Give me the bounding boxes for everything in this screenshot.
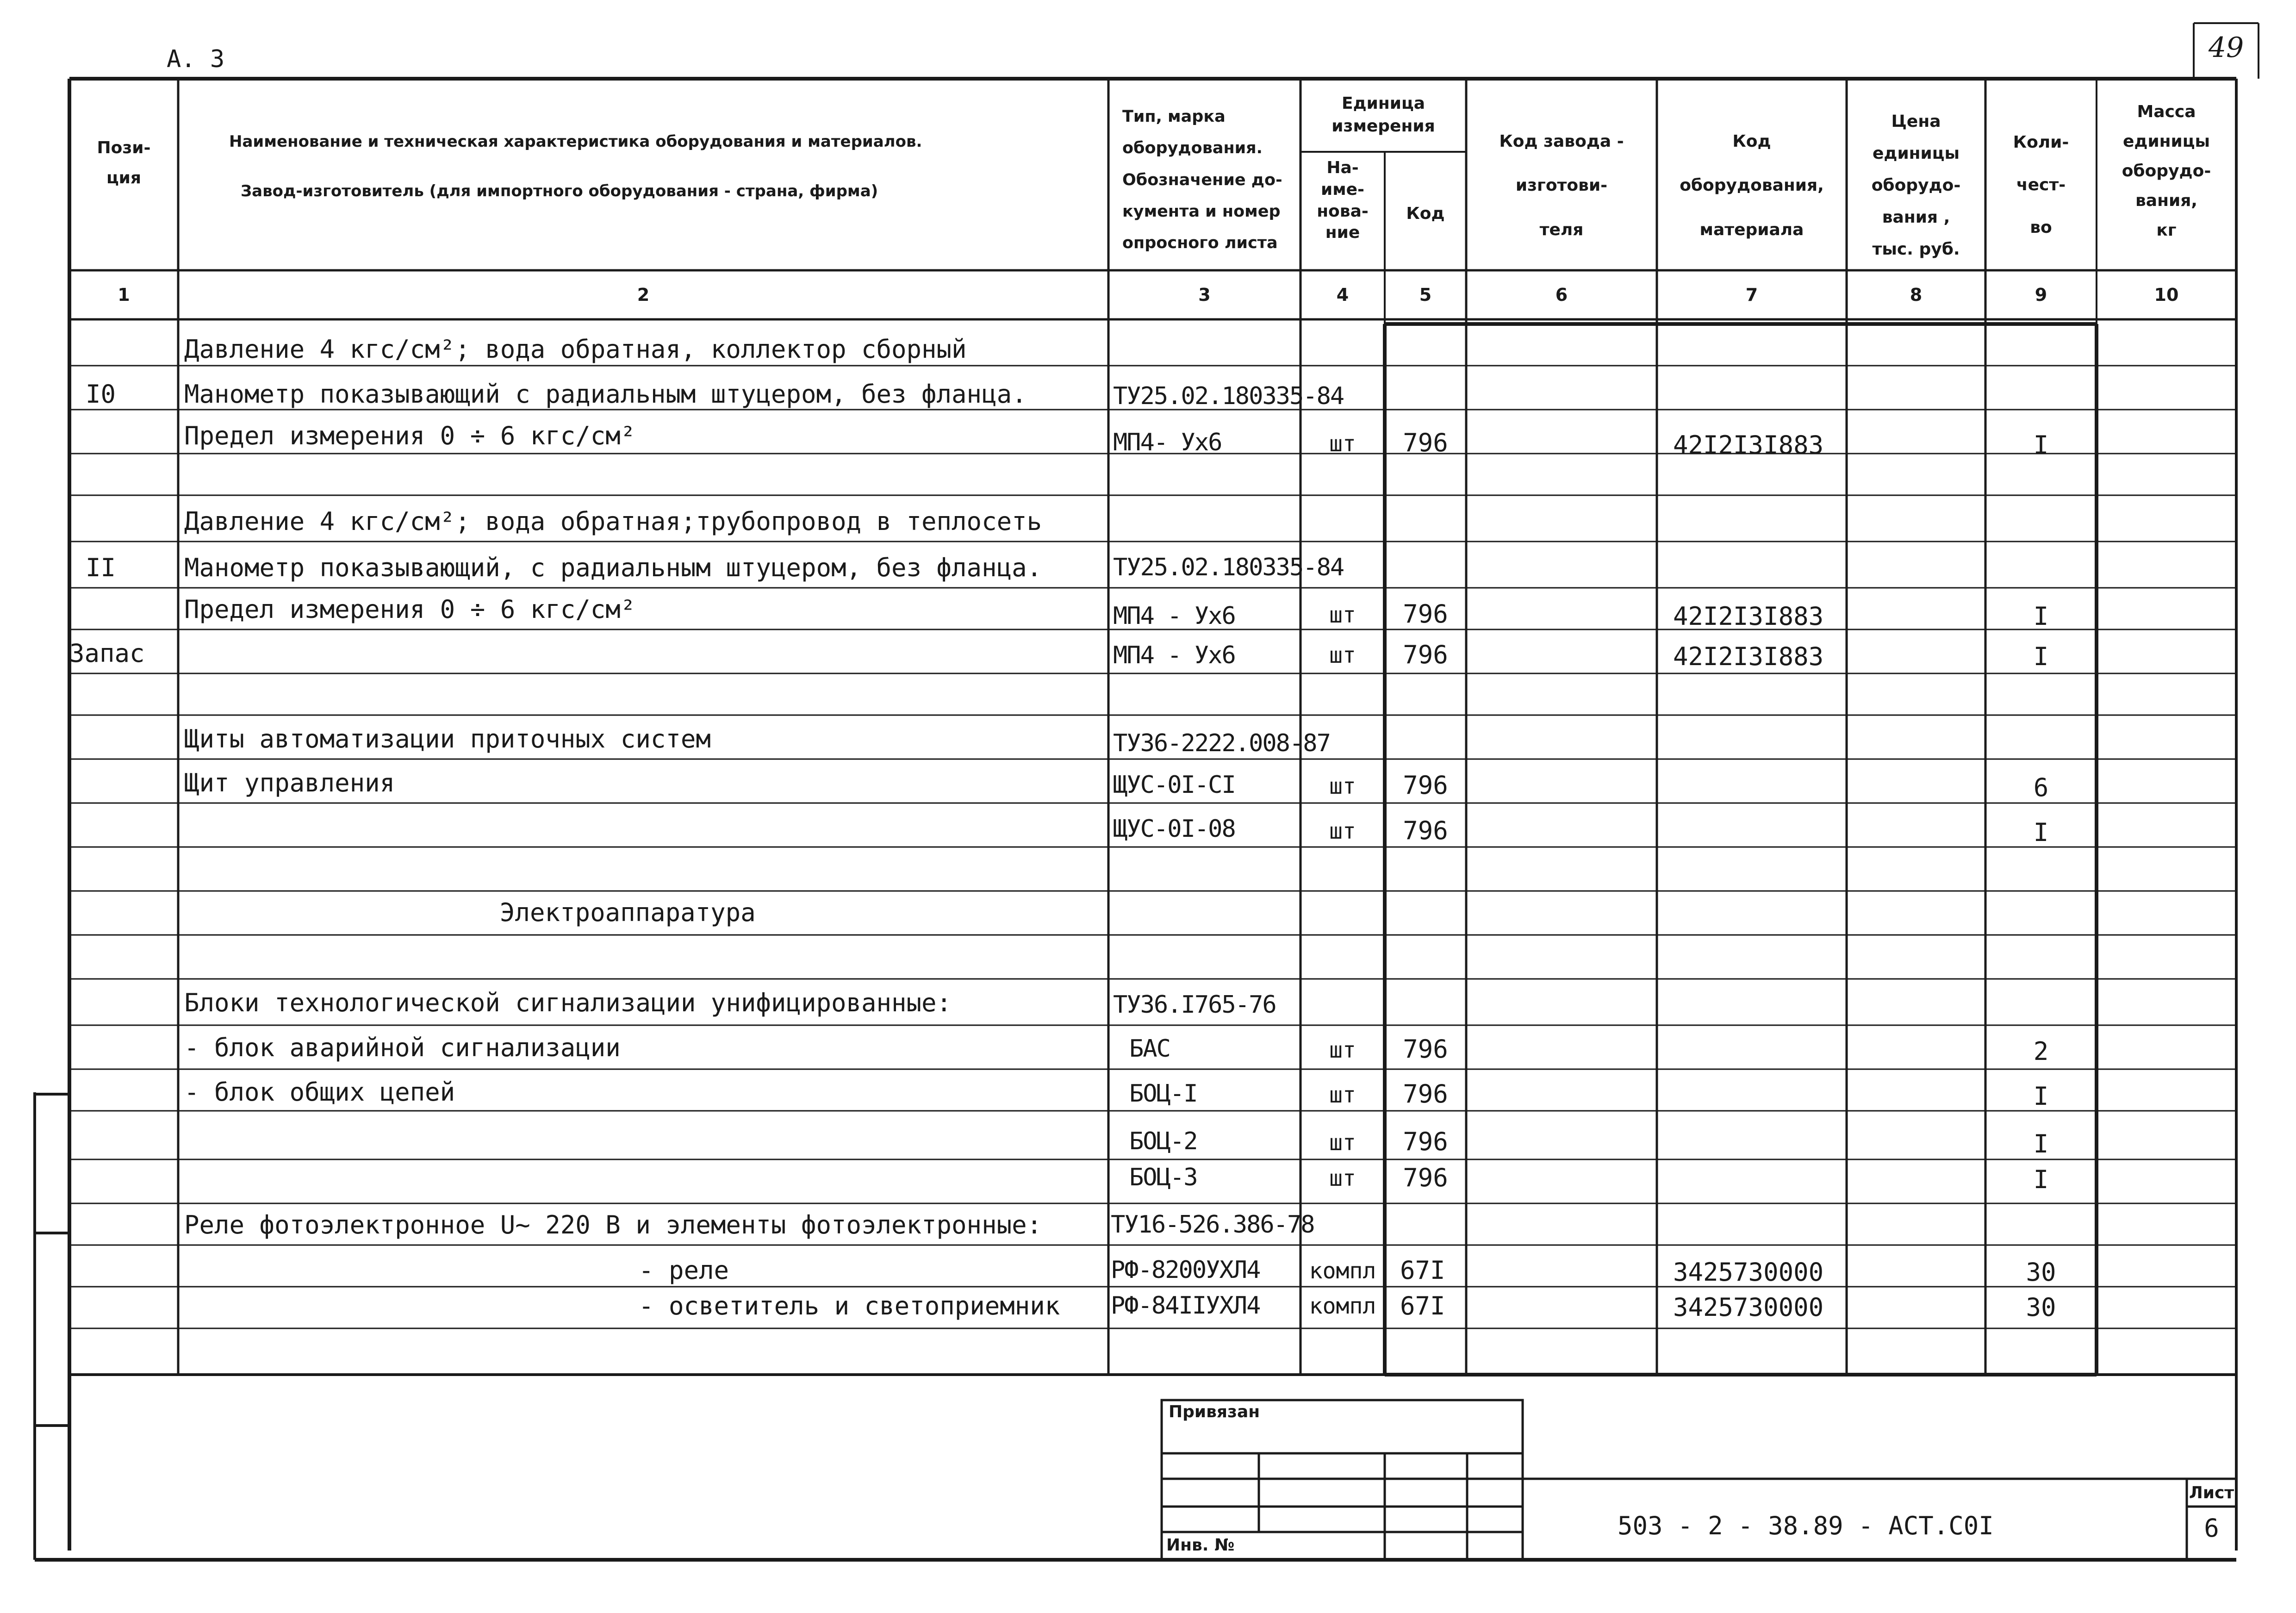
header-position: Пози- ция (97, 138, 151, 187)
row-unit: шт (1329, 1037, 1356, 1063)
row-unit: шт (1329, 773, 1356, 799)
row-type: БОЦ-3 (1129, 1164, 1197, 1191)
row-unit: шт (1329, 1165, 1356, 1191)
row-type: ЩУС-0I-08 (1113, 815, 1235, 843)
row-quantity: 2 (2033, 1037, 2049, 1066)
sheet-label: Лист (2189, 1483, 2234, 1502)
row-type: ЩУС-0I-СI (1113, 771, 1235, 799)
row-name: - блок аварийной сигнализации (184, 1033, 621, 1062)
header-name-line1: Наименование и техническая характеристика оборудования и материалов. (229, 132, 922, 151)
row-position: I0 (86, 380, 116, 409)
row-name: Щит управления (184, 768, 395, 797)
header-unit-code: Код (1406, 204, 1445, 223)
row-material-code: 42I2I3I883 (1673, 642, 1824, 671)
row-type: ТУ36.I765-76 (1113, 991, 1276, 1019)
row-name: - блок общих цепей (184, 1077, 455, 1107)
sheet-number: 6 (2204, 1513, 2219, 1543)
column-number-10: 10 (2154, 285, 2179, 305)
row-position: Запас (69, 639, 145, 668)
header-type: Тип, марка оборудования. Обозначение до- кумента и номер опросного листа (1122, 107, 1282, 252)
row-name: Щиты автоматизации приточных систем (184, 724, 711, 754)
row-name: Манометр показывающий, с радиальным штуцером, без фланца. (184, 553, 1042, 582)
row-type: ТУ25.02.180335-84 (1113, 382, 1344, 410)
row-type: РФ-8200УХЛ4 (1111, 1256, 1260, 1284)
header-unit-name: На- име- нова- ние (1317, 158, 1369, 243)
row-name: Давление 4 кгс/см²; вода обратная, коллектор сборный (184, 335, 967, 364)
row-unit-code: 796 (1403, 428, 1448, 457)
row-type: БОЦ-I (1129, 1080, 1197, 1108)
stamp-inventory-label: Инв. № (1166, 1536, 1235, 1555)
header-material-code: Код оборудования, материала (1680, 132, 1824, 239)
row-type: ТУ36-2222.008-87 (1113, 729, 1330, 757)
row-quantity: 30 (2026, 1293, 2056, 1322)
row-quantity: 6 (2033, 773, 2049, 802)
document-code: 503 - 2 - 38.89 - АСТ.С0I (1618, 1511, 1994, 1540)
row-unit-code: 67I (1400, 1256, 1445, 1285)
row-unit: компл (1309, 1258, 1376, 1284)
row-quantity: I (2033, 818, 2049, 847)
row-name: Манометр показывающий с радиальным штуцером, без фланца. (184, 380, 1027, 409)
row-position: II (86, 553, 116, 582)
row-quantity: I (2033, 1129, 2049, 1158)
column-number-3: 3 (1198, 285, 1211, 305)
header-unit-group: Единица измерения (1332, 94, 1435, 136)
row-unit-code: 796 (1403, 1034, 1448, 1064)
header-quantity: Коли- чест- во (2013, 133, 2069, 237)
row-unit: шт (1329, 1130, 1356, 1156)
row-type: МП4- Ух6 (1113, 429, 1222, 456)
row-unit-code: 796 (1403, 1163, 1448, 1192)
row-name: Предел измерения 0 ÷ 6 кгс/см² (184, 595, 636, 624)
column-number-6: 6 (1555, 285, 1568, 305)
row-unit-code: 796 (1403, 1127, 1448, 1156)
row-unit-code: 796 (1403, 771, 1448, 800)
row-name: Блоки технологической сигнализации унифицированные: (184, 988, 952, 1017)
row-quantity: I (2033, 430, 2049, 460)
column-number-2: 2 (637, 285, 650, 305)
row-quantity: I (2033, 602, 2049, 631)
row-type: ТУ16-526.386-78 (1111, 1211, 1314, 1239)
column-number-1: 1 (118, 285, 130, 305)
row-unit: компл (1309, 1293, 1376, 1319)
row-unit-code: 796 (1403, 640, 1448, 669)
stamp-bound-label: Привязан (1169, 1402, 1260, 1421)
header-name-line2: Завод-изготовитель (для импортного оборудования - страна, фирма) (241, 182, 878, 200)
row-name: Давление 4 кгс/см²; вода обратная;трубопровод в теплосеть (184, 507, 1042, 536)
column-number-8: 8 (1910, 285, 1923, 305)
row-unit-code: 67I (1400, 1291, 1445, 1320)
row-type: РФ-84IIУХЛ4 (1111, 1292, 1260, 1320)
row-type: БАС (1129, 1035, 1170, 1063)
row-type: МП4 - Ух6 (1113, 641, 1235, 669)
row-quantity: I (2033, 1082, 2049, 1111)
row-unit: шт (1329, 1082, 1356, 1108)
header-price: Цена единицы оборудо- вания , тыс. руб. (1871, 112, 1961, 259)
column-number-5: 5 (1419, 285, 1432, 305)
row-unit: шт (1329, 602, 1356, 628)
column-number-4: 4 (1336, 285, 1349, 305)
row-type: МП4 - Ух6 (1113, 602, 1235, 630)
row-unit-code: 796 (1403, 816, 1448, 845)
row-unit: шт (1329, 431, 1356, 457)
row-name: Предел измерения 0 ÷ 6 кгс/см² (184, 421, 636, 450)
row-material-code: 3425730000 (1673, 1258, 1824, 1287)
row-unit-code: 796 (1403, 1079, 1448, 1109)
sheet-corner-label: А. 3 (167, 45, 225, 73)
row-unit-code: 796 (1403, 599, 1448, 629)
row-unit: шт (1329, 642, 1356, 668)
row-type: БОЦ-2 (1129, 1127, 1197, 1155)
row-unit: шт (1329, 818, 1356, 844)
row-name: Реле фотоэлектронное U~ 220 В и элементы фотоэлектронные: (184, 1210, 1042, 1239)
row-type: ТУ25.02.180335-84 (1113, 554, 1344, 581)
row-material-code: 42I2I3I883 (1673, 430, 1824, 460)
row-quantity: I (2033, 642, 2049, 671)
column-number-9: 9 (2035, 285, 2047, 305)
row-material-code: 42I2I3I883 (1673, 602, 1824, 631)
row-material-code: 3425730000 (1673, 1293, 1824, 1322)
row-name: - реле (639, 1256, 729, 1285)
section-heading: Электроаппаратура (500, 898, 756, 927)
header-plant-code: Код завода - изготови- теля (1499, 132, 1624, 239)
row-quantity: 30 (2026, 1258, 2056, 1287)
page-number: 49 (2208, 31, 2244, 64)
row-name: - осветитель и светоприемник (639, 1291, 1060, 1320)
column-number-7: 7 (1745, 285, 1758, 305)
row-quantity: I (2033, 1165, 2049, 1194)
header-mass: Масса единицы оборудо- вания, кг (2122, 102, 2211, 240)
